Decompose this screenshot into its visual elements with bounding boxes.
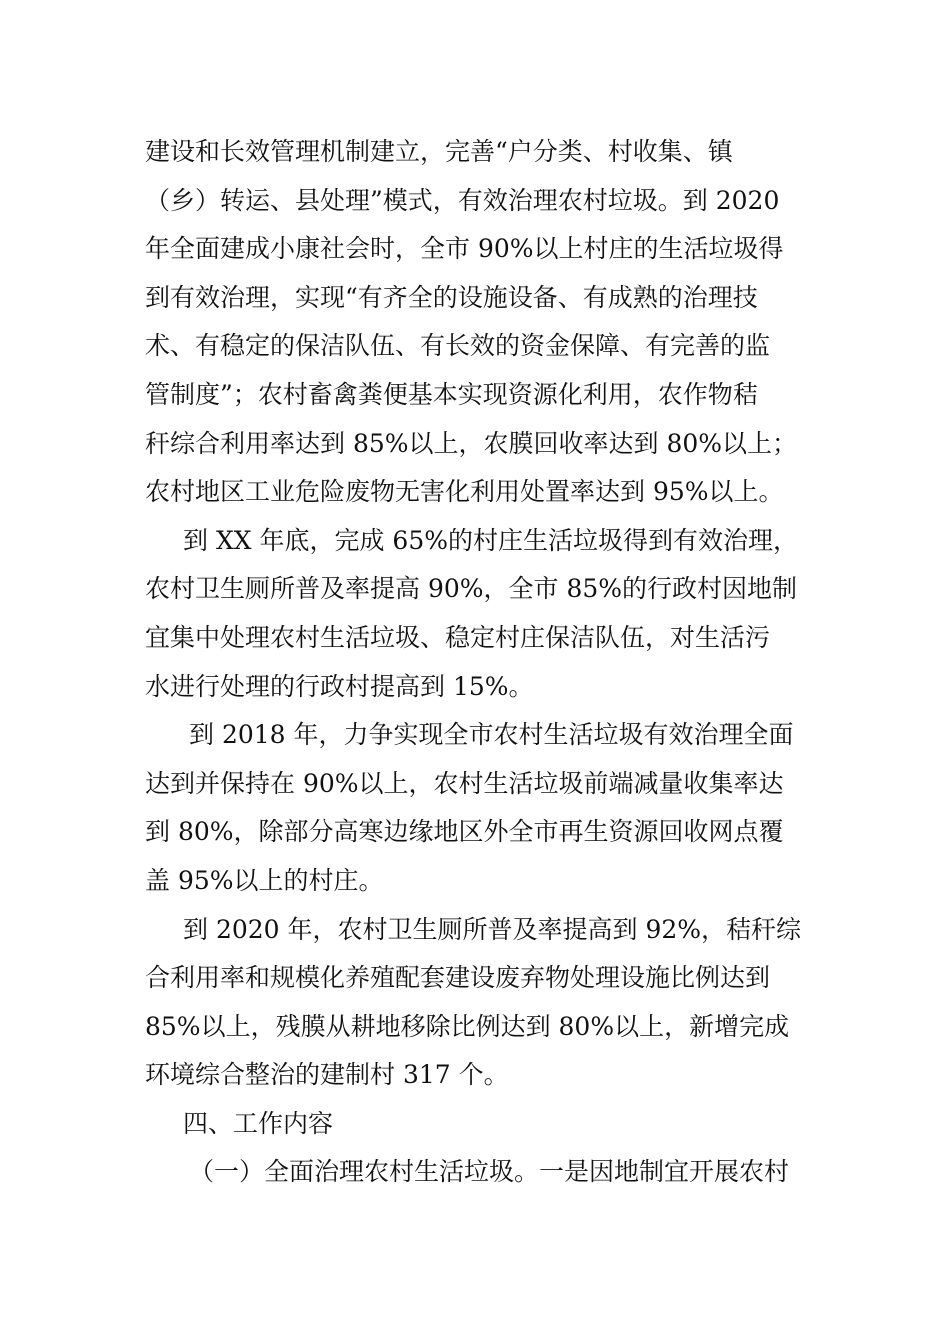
text-line: 环境综合整治的建制村 317 个。 [145, 1060, 509, 1090]
text-line: 到 2018 年，力争实现全市农村生活垃圾有效治理全面 [189, 720, 794, 750]
paragraph-work-content [145, 1148, 810, 1197]
document-body [145, 128, 810, 1197]
text-line: 85%以上，残膜从耕地移除比例达到 80%以上，新增完成 [145, 1011, 790, 1041]
text-line: 宜集中处理农村生活垃圾、稳定村庄保洁队伍，对生活污 [145, 622, 771, 652]
text-line: 到 XX 年底，完成 65%的村庄生活垃圾得到有效治理， [183, 525, 799, 555]
paragraph-target-2020 [145, 906, 810, 1100]
text-line: 盖 95%以上的村庄。 [145, 865, 384, 895]
text-line: 到 2020 年，农村卫生厕所普及率提高到 92%，秸秆综 [183, 914, 802, 944]
text-line: 年全面建成小康社会时，全市 90%以上村庄的生活垃圾得 [145, 234, 784, 264]
text-line: 秆综合利用率达到 85%以上，农膜回收率达到 80%以上； [145, 428, 798, 458]
text-line: 术、有稳定的保洁队伍、有长效的资金保障、有完善的监 [145, 331, 771, 361]
text-line: 管制度”；农村畜禽粪便基本实现资源化利用，农作物秸 [145, 379, 758, 409]
text-line: 农村卫生厕所普及率提高 90%，全市 85%的行政村因地制 [145, 574, 798, 604]
text-line: 合利用率和规模化养殖配套建设废弃物处理设施比例达到 [145, 963, 771, 993]
text-line: （一）全面治理农村生活垃圾。一是因地制宜开展农村 [189, 1157, 790, 1187]
paragraph-target-2018 [145, 711, 810, 905]
text-line: 到 80%，除部分高寒边缘地区外全市再生资源回收网点覆 [145, 817, 784, 847]
paragraph-continued [145, 128, 810, 517]
text-line: 水进行处理的行政村提高到 15%。 [145, 671, 534, 701]
heading-line: 四、工作内容 [183, 1108, 334, 1138]
text-line: 建设和长效管理机制建立，完善“户分类、村收集、镇 [145, 137, 733, 166]
text-line: 农村地区工业危险废物无害化利用处置率达到 95%以上。 [145, 477, 784, 507]
paragraph-target-xx [145, 517, 810, 711]
text-line: 到有效治理，实现“有齐全的设施设备、有成熟的治理技 [145, 282, 758, 312]
section-heading [145, 1100, 810, 1149]
text-line: （乡）转运、县处理”模式，有效治理农村垃圾。到 2020 [145, 185, 780, 215]
text-line: 达到并保持在 90%以上，农村生活垃圾前端减量收集率达 [145, 768, 784, 798]
